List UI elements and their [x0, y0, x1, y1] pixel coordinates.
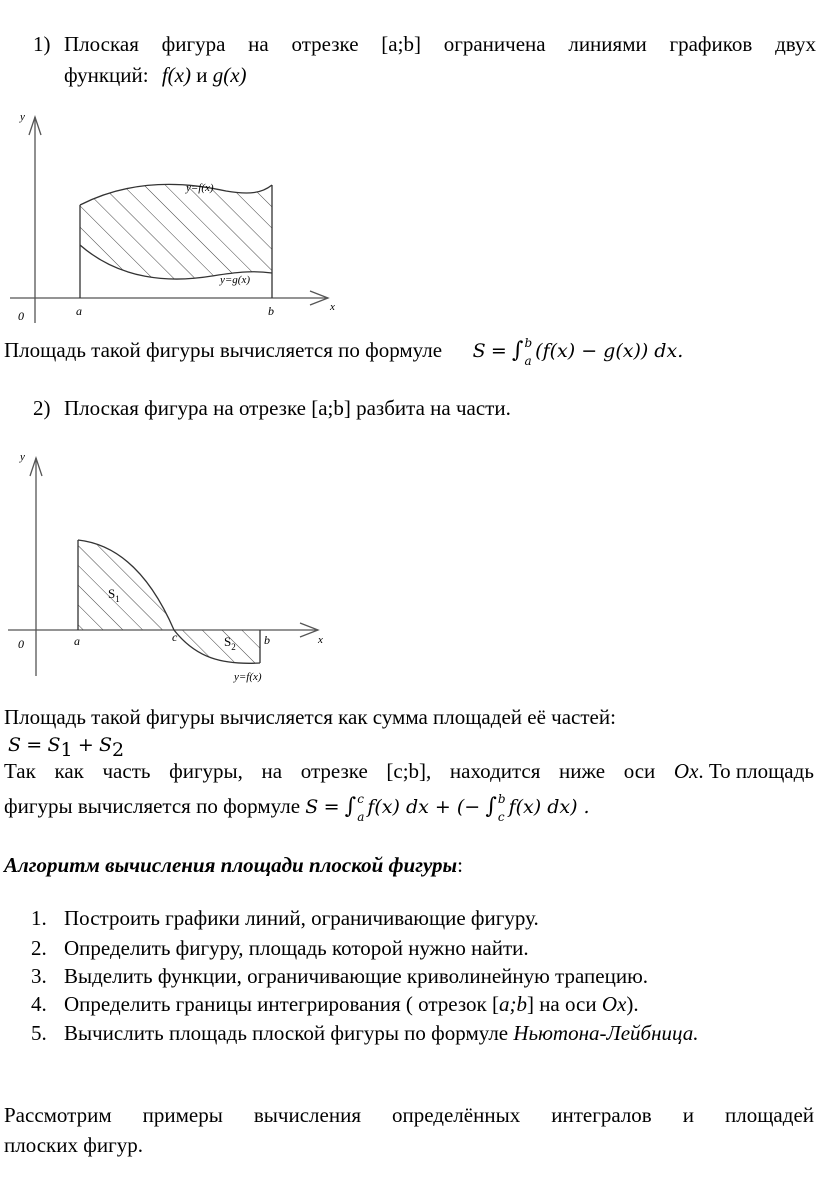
a-label: a [76, 304, 82, 318]
figure-2-graph [0, 448, 345, 693]
word: на [261, 759, 283, 783]
word: площадей [725, 1103, 814, 1127]
integral-limits [524, 337, 532, 367]
word: графиков [669, 32, 753, 56]
word: ограничена [443, 32, 546, 56]
word: отрезке [300, 759, 368, 783]
word: Плоская [64, 32, 139, 56]
below-line2 [4, 789, 590, 824]
step-number: 3. [31, 964, 47, 988]
below-eq: = [323, 796, 340, 818]
item1-line1 [64, 30, 816, 58]
word: [c;b], [386, 759, 432, 783]
sum-sub2: 2 [112, 739, 125, 762]
item1-line2 [64, 61, 247, 89]
word: часть [102, 759, 151, 783]
sum-S2: S [99, 734, 113, 756]
s1-region [78, 540, 174, 630]
word: фигуры, [169, 759, 243, 783]
below-line2-prefix: фигуры вычисляется по формуле [4, 794, 301, 818]
y-axis-label: y [20, 451, 25, 463]
word: линиями [568, 32, 647, 56]
item1-number: 1) [33, 32, 51, 56]
below-S: S [305, 796, 319, 818]
formula1-text: Площадь такой фигуры вычисляется по формуле [4, 338, 443, 362]
word: интегралов [551, 1103, 652, 1127]
below-body2: f(x) dx) . [508, 796, 590, 818]
s2-region [174, 630, 260, 663]
word: на [248, 32, 269, 56]
sum-S: S [8, 734, 22, 756]
word: определённых [392, 1103, 521, 1127]
c-label: c [172, 630, 178, 644]
step-number: 4. [31, 992, 47, 1016]
step-number: 5. [31, 1021, 47, 1045]
s1-label: $S_1$ [108, 586, 120, 604]
closing-line1 [4, 1101, 814, 1129]
step-number: 1. [31, 906, 47, 930]
closing-line2: плоских фигур. [4, 1133, 143, 1157]
functions-label: функций: [64, 63, 149, 87]
step-text: Вычислить площадь плоской фигуры по формуле Ньютона-Лейбница. [64, 1021, 699, 1045]
x-axis-label: x [318, 634, 323, 646]
algorithm-title: Алгоритм вычисления площади плоской фигуры: [4, 853, 463, 877]
word: как [54, 759, 84, 783]
sum-text: Площадь такой фигуры вычисляется как сумма площадей её частей: [4, 705, 616, 729]
and-word: и [196, 63, 208, 87]
f-curve-label: y=f(x) [234, 671, 262, 683]
formula1-line [4, 333, 683, 368]
sum-sub1: 1 [60, 739, 73, 762]
integral-sign: ∫ [485, 794, 497, 819]
b-label: b [268, 304, 274, 318]
word: и [682, 1103, 695, 1127]
step-text: Определить фигуру, площадь которой нужно найти. [64, 936, 529, 960]
below-body1: f(x) dx + (− [367, 796, 481, 818]
word: двух [775, 32, 816, 56]
word: вычисления [253, 1103, 361, 1127]
sum-S1: S [47, 734, 61, 756]
formula1-S: S [472, 340, 486, 362]
b-label: b [264, 633, 270, 647]
word: оси [623, 759, 656, 783]
step-number: 2. [31, 936, 47, 960]
f-curve-label: y=f(x) [186, 182, 214, 194]
below-line1-tail: . То площадь [698, 759, 814, 783]
word: примеры [142, 1103, 223, 1127]
integral-limits: b c [497, 792, 506, 825]
word: фигура [161, 32, 226, 56]
integral-sign: ∫ [344, 794, 357, 819]
upper-limit: b [524, 336, 533, 351]
g-label: g(x) [212, 63, 247, 87]
figure-1-graph [0, 105, 360, 330]
word: Рассмотрим [4, 1103, 112, 1127]
y-axis-label: y [20, 111, 25, 123]
x-axis-label: x [330, 301, 335, 313]
below-line1 [4, 757, 814, 785]
origin-label: 0 [18, 637, 24, 651]
step-text: Определить границы интегрирования ( отрезок [a;b] на оси Ox). [64, 992, 639, 1016]
word: находится [449, 759, 541, 783]
ox-label: Ox [673, 759, 699, 783]
a-label: a [74, 634, 80, 648]
sum-plus: + [77, 734, 94, 756]
word: отрезке [291, 32, 359, 56]
step-text: Выделить функции, ограничивающие криволинейную трапецию. [64, 964, 649, 988]
algorithm-title-text: Алгоритм вычисления площади плоской фигуры [4, 853, 458, 877]
origin-label: 0 [18, 309, 24, 323]
integral-limits: c a [357, 792, 365, 825]
word: [a;b] [381, 32, 421, 56]
g-curve-label: y=g(x) [220, 274, 251, 286]
step-text: Построить графики линий, ограничивающие фигуру. [64, 906, 539, 930]
word: ниже [559, 759, 606, 783]
formula1-body: (f(x) − g(x)) dx. [535, 340, 684, 362]
lower-limit: a [524, 354, 532, 369]
formula1-eq: = [490, 340, 507, 362]
word: Так [4, 759, 36, 783]
item2-number: 2) [33, 396, 51, 420]
sum-eq: = [26, 734, 43, 756]
s2-label: $S_2$ [224, 634, 236, 652]
f-label: f(x) [161, 63, 191, 87]
item2-text: Плоская фигура на отрезке [a;b] разбита на части. [64, 396, 511, 420]
integral-sign: ∫ [512, 338, 524, 363]
